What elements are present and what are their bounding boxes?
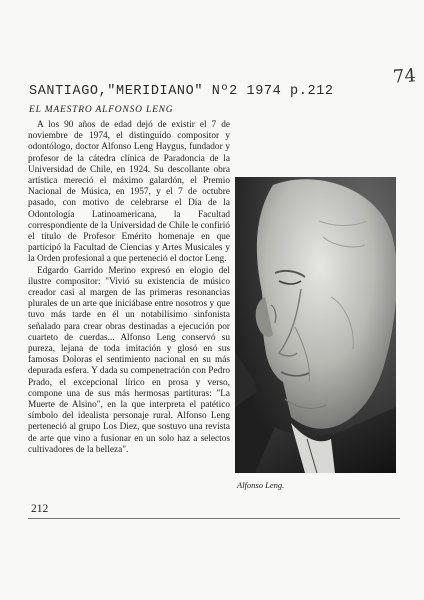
page-number: 212	[31, 503, 49, 515]
portrait-illustration	[235, 177, 396, 473]
article-paragraph-1: A los 90 años de edad dejó de existir el 7 de noviembre de 1974, el distinguido compositor y odontólogo, doctor Alfonso Leng Haygus, fundador y profesor de la cátedra clínica de Paradoncia de la Universidad de Chile, en 1924. Su descollante obra artística mereció el máximo galardón, el Premio Nacional de Música, en 1957, y el 7 de octubre pasado, con motivo de celebrarse el Día de la Odontología Latinoamericana, la Facultad correspondiente de la Universidad de Chile le confirió el título de Profesor Emérito homenaje en que participó la Facultad de Ciencias y Artes Musicales y la Orden profesional a que perteneció el doctor Leng.	[28, 120, 230, 265]
handwritten-note: 74	[392, 65, 417, 88]
article-body	[28, 120, 230, 456]
photo-caption: Alfonso Leng.	[237, 480, 285, 490]
article-paragraph-2: Edgardo Garrido Merino expresó en elogio del ilustre compositor: "Vivió su existencia de músico creador casi al margen de las primeras resonancias plurales de un arte que iniciábase entre nosotros y que tuvo más tarde en él un notabilísimo sinfonista señalado para crear obras destinadas a ejecución por cuarteto de cuerdas... Alfonso Leng conservó su pureza, lejana de toda imitación y glosó en sus famosas Doloras el sentimiento nacional en su más depurada esfera. Y dada su compenetración con Pedro Prado, el excepcional lírico en prosa y verso, compone una de sus más hermosas partituras: "La Muerte de Alsino", en la que interpreta el patético símbolo del idealista personaje rural. Alfonso Leng perteneció al grupo Los Diez, que sostuvo una revista de arte que vino a fusionar en un solo haz a selectos cultivadores de la belleza".	[28, 265, 230, 455]
bottom-rule-divider	[28, 518, 400, 519]
portrait-photo	[235, 177, 396, 473]
source-header: SANTIAGO,"MERIDIANO" Nº2 1974 p.212	[29, 84, 334, 99]
article-title: EL MAESTRO ALFONSO LENG	[29, 105, 174, 115]
